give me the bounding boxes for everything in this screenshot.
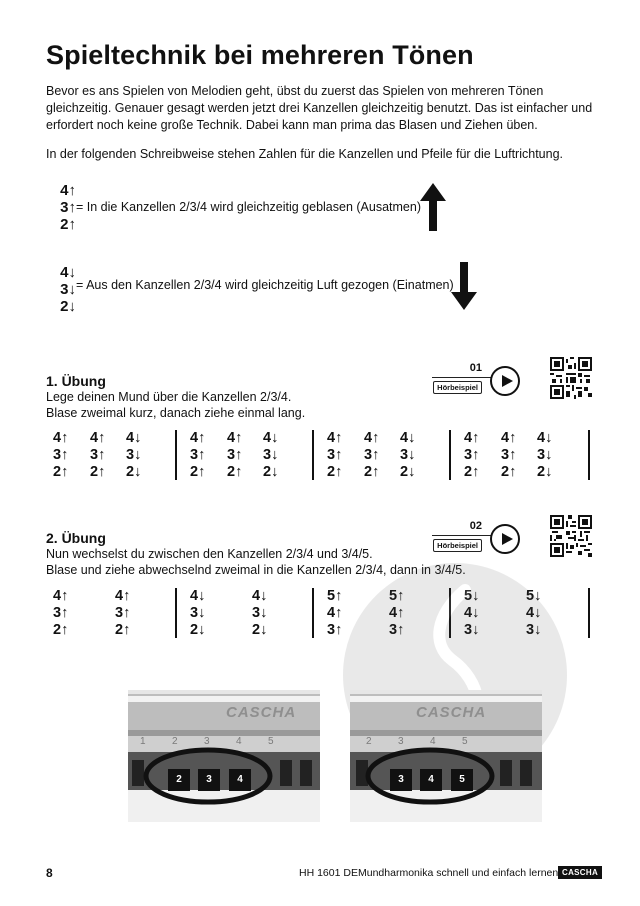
play-icon[interactable] xyxy=(490,524,520,554)
legend-blow-stack: 4↑ 3↑ 2↑ xyxy=(60,182,76,233)
audio-example-2-number: 02 xyxy=(469,520,482,532)
notation-chord: 4↑ 3↑ 2↑ xyxy=(327,430,343,480)
notation-chord: 4↑ 3↑ 2↑ xyxy=(501,430,517,480)
qr-code-1[interactable] xyxy=(550,357,592,399)
bar-line-end xyxy=(588,588,590,638)
notation-chord: 4↑ 3↑ 2↑ xyxy=(53,430,69,480)
legend-draw-stack: 4↓ 3↓ 2↓ xyxy=(60,264,76,315)
page-title: Spieltechnik bei mehreren Tönen xyxy=(46,40,474,70)
notation-chord: 4↑ 3↑ 2↑ xyxy=(227,430,243,480)
legend-draw xyxy=(46,264,466,316)
bar-line-end xyxy=(588,430,590,480)
notation-chord: 4↓ 3↓ 2↓ xyxy=(190,588,206,638)
exercise2-line2: Blase und ziehe abwechselnd zweimal in die Kanzellen 2/3/4, dann in 3/4/5. xyxy=(46,563,466,577)
audio-example-2-label: Hörbeispiel xyxy=(433,539,482,552)
qr-code-2[interactable] xyxy=(550,515,592,557)
notation-chord: 4↑ 3↑ 2↑ xyxy=(90,430,106,480)
exercise1-line1: Lege deinen Mund über die Kanzellen 2/3/4. xyxy=(46,390,292,404)
exercise2-line1: Nun wechselst du zwischen den Kanzellen 2/3/4 und 3/4/5. xyxy=(46,547,373,561)
notation-explanation: In der folgenden Schreibweise stehen Zahlen für die Kanzellen und Pfeile für die Luftrichtung. xyxy=(46,147,563,161)
footer-code: HH 1601 DE xyxy=(299,867,358,879)
harmonica-photo-left: CASCHA 1 2 3 4 5 2 3 4 xyxy=(128,690,320,822)
bar-line xyxy=(175,588,177,638)
notation-chord: 4↓ 3↓ 2↓ xyxy=(537,430,553,480)
notation-chord: 5↑ 4↑ 3↑ xyxy=(327,588,343,638)
bar-line xyxy=(312,430,314,480)
harmonica-right-brand: CASCHA xyxy=(416,704,487,721)
notation-chord: 4↑ 3↑ 2↑ xyxy=(115,588,131,638)
footer-book-title: Mundharmonika schnell und einfach lernen xyxy=(358,867,559,879)
play-icon[interactable] xyxy=(490,366,520,396)
footer-logo: CASCHA xyxy=(558,866,602,879)
bar-line xyxy=(312,588,314,638)
notation-chord: 4↓ 3↓ 2↓ xyxy=(126,430,142,480)
legend-blow-text: = In die Kanzellen 2/3/4 wird gleichzeitig geblasen (Ausatmen) xyxy=(76,200,421,214)
channel-hole-4: 4 xyxy=(420,769,442,791)
exercise1-title: 1. Übung xyxy=(46,373,106,389)
audio-example-1-label: Hörbeispiel xyxy=(433,381,482,394)
exercise1-notation xyxy=(46,430,594,480)
notation-chord: 5↓ 4↓ 3↓ xyxy=(464,588,480,638)
notation-chord: 4↓ 3↓ 2↓ xyxy=(400,430,416,480)
audio-example-1[interactable] xyxy=(424,362,544,402)
notation-chord: 4↓ 3↓ 2↓ xyxy=(263,430,279,480)
notation-chord: 4↑ 3↑ 2↑ xyxy=(53,588,69,638)
bar-line xyxy=(449,588,451,638)
arrow-up-icon xyxy=(420,183,446,231)
notation-chord: 5↑ 4↑ 3↑ xyxy=(389,588,405,638)
channel-hole-2: 2 xyxy=(168,769,190,791)
harmonica-photo-right: CASCHA 2 3 4 5 3 4 5 xyxy=(350,690,542,822)
notation-chord: 4↑ 3↑ 2↑ xyxy=(364,430,380,480)
notation-chord: 5↓ 4↓ 3↓ xyxy=(526,588,542,638)
legend-draw-text: = Aus den Kanzellen 2/3/4 wird gleichzeitig Luft gezogen (Einatmen) xyxy=(76,278,454,292)
channel-hole-5: 5 xyxy=(451,769,473,791)
notation-chord: 4↑ 3↑ 2↑ xyxy=(190,430,206,480)
page-number: 8 xyxy=(46,866,53,880)
bar-line xyxy=(449,430,451,480)
channel-hole-3: 3 xyxy=(198,769,220,791)
exercise2-title: 2. Übung xyxy=(46,530,106,546)
legend-blow xyxy=(46,182,466,234)
channel-hole-4: 4 xyxy=(229,769,251,791)
bar-line xyxy=(175,430,177,480)
exercise2-notation xyxy=(46,588,594,638)
audio-example-1-number: 01 xyxy=(469,362,482,374)
arrow-down-icon xyxy=(451,262,477,310)
channel-hole-3: 3 xyxy=(390,769,412,791)
audio-example-2[interactable] xyxy=(424,520,544,560)
notation-chord: 4↑ 3↑ 2↑ xyxy=(464,430,480,480)
exercise1-line2: Blase zweimal kurz, danach ziehe einmal lang. xyxy=(46,406,306,420)
harmonica-left-brand: CASCHA xyxy=(226,704,297,721)
intro-paragraph: Bevor es ans Spielen von Melodien geht, übst du zuerst das Spielen von mehreren Tönen gleichzeitig. Genauer gesagt werden jetzt drei Kanzellen gleichzeitig benutzt. Das ist einfacher und erfordert noch keine große Technik. Dabei kann man prima das Blasen und Ziehen üben. xyxy=(46,84,593,132)
notation-chord: 4↓ 3↓ 2↓ xyxy=(252,588,268,638)
